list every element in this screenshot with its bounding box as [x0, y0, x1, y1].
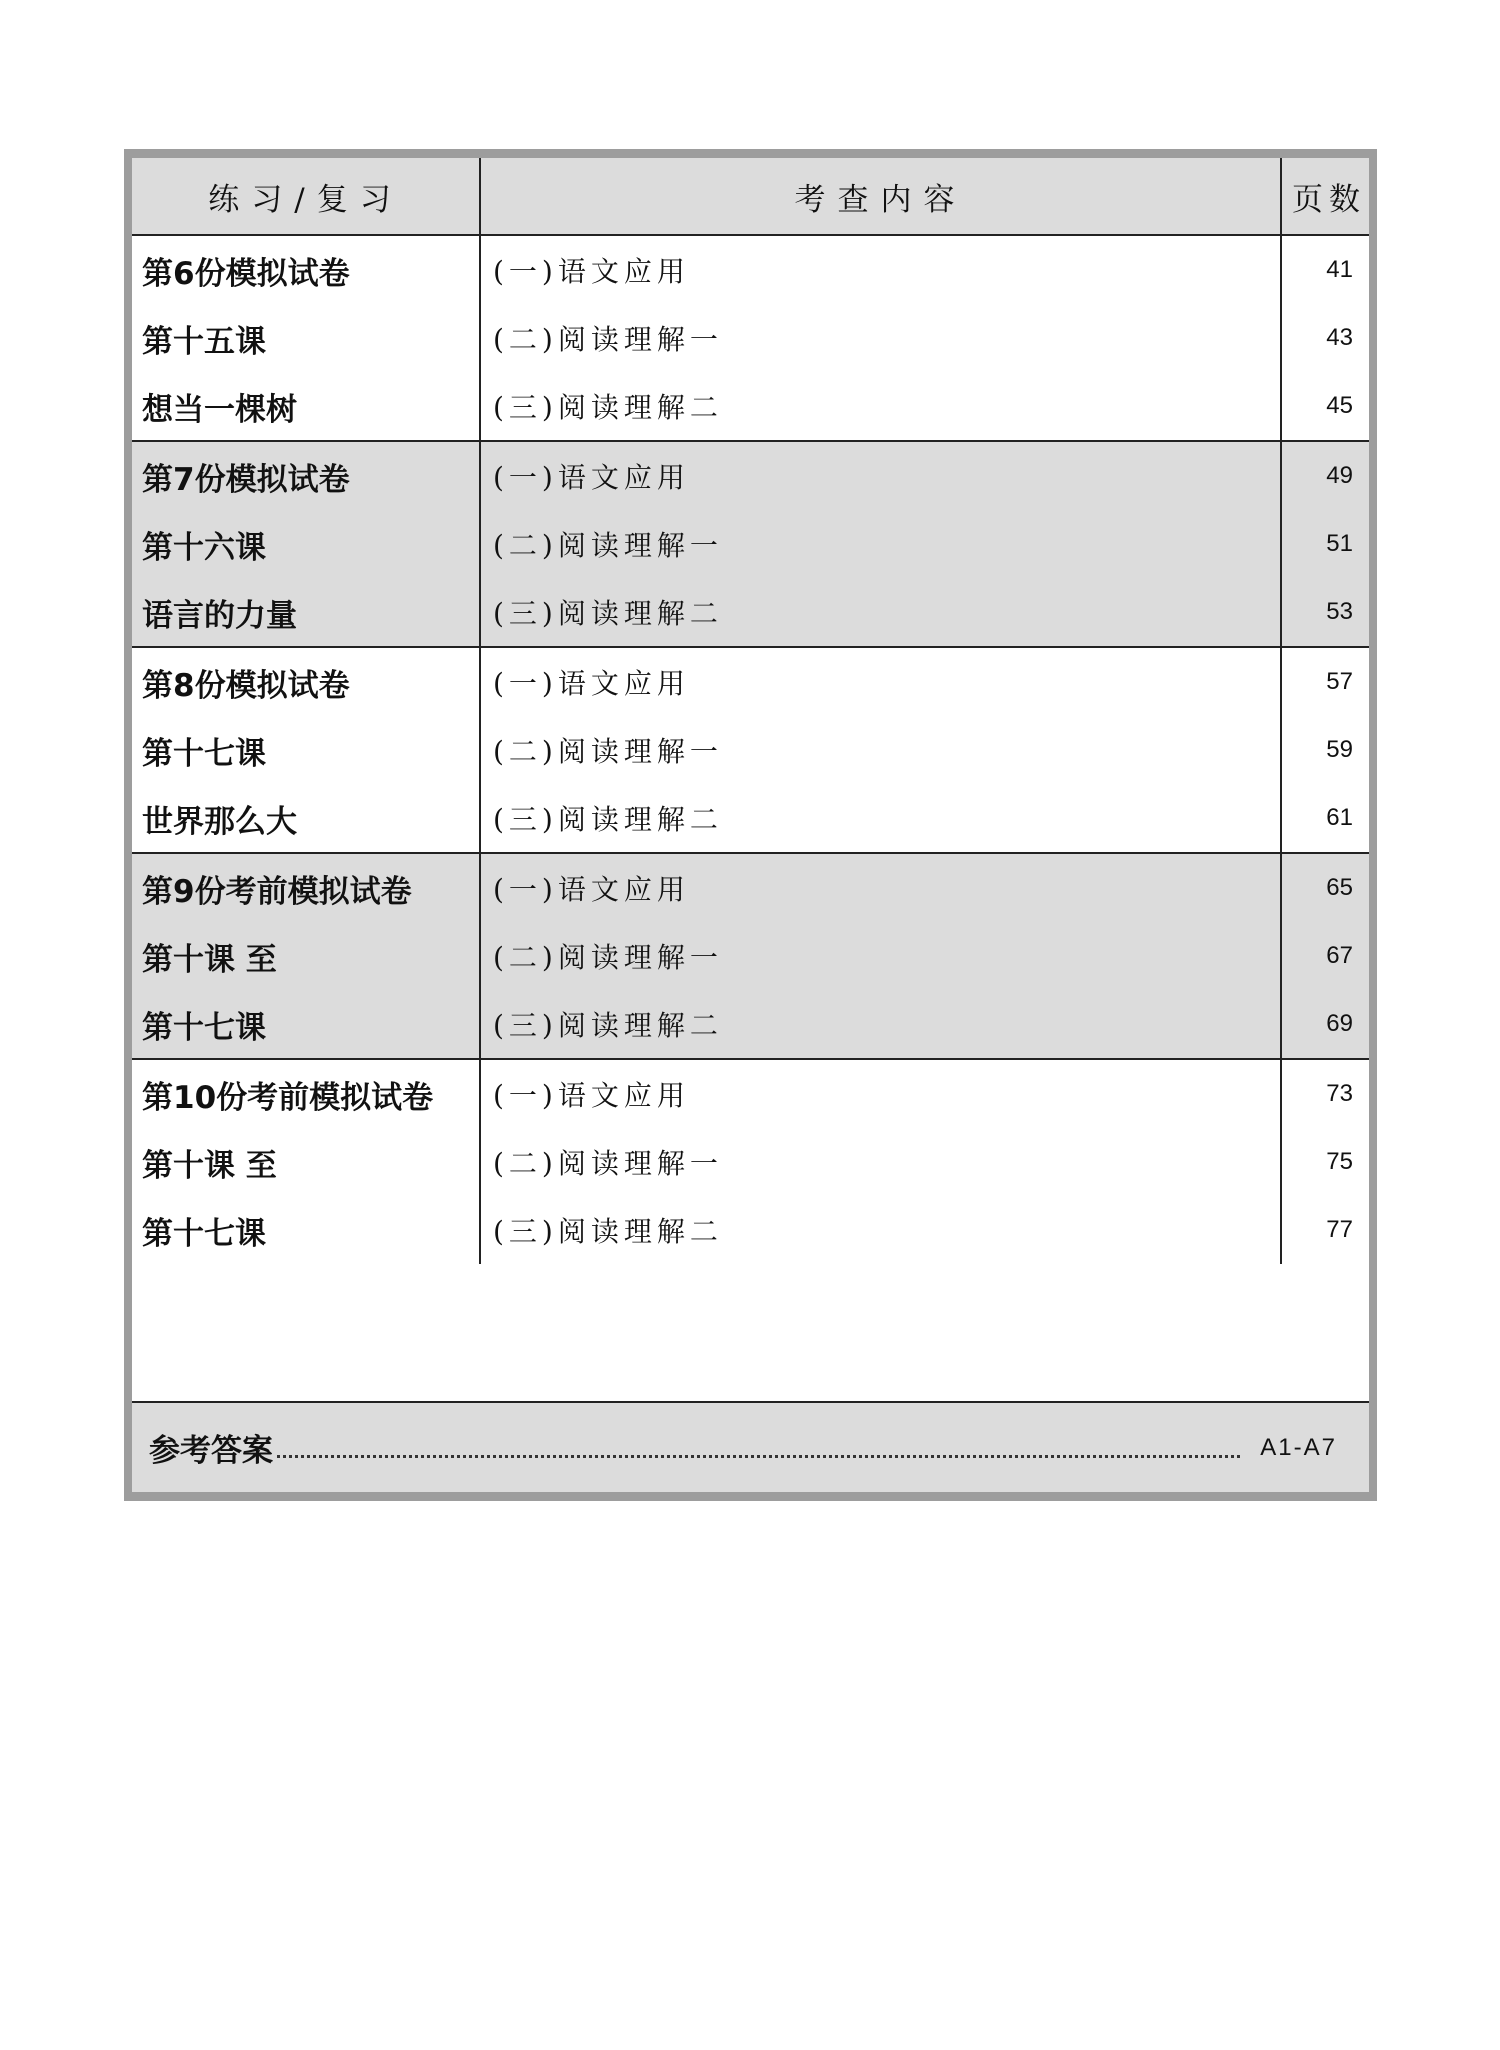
- page-number[interactable]: 59: [1326, 736, 1353, 763]
- lesson-subtitle[interactable]: 第十七课: [142, 1215, 266, 1252]
- page-number[interactable]: 73: [1326, 1080, 1353, 1107]
- page-cell: [1281, 647, 1369, 853]
- page-number[interactable]: 61: [1326, 804, 1353, 831]
- content-item[interactable]: (三)阅读理解二: [493, 803, 723, 836]
- content-item[interactable]: (二)阅读理解一: [493, 1147, 723, 1180]
- page-number[interactable]: 57: [1326, 668, 1353, 695]
- lesson-subtitle[interactable]: 语言的力量: [142, 597, 297, 634]
- table-row: [132, 441, 1369, 647]
- toc-group: [132, 1059, 1369, 1264]
- header-pages: 页数: [1281, 158, 1369, 235]
- content-item[interactable]: (三)阅读理解二: [493, 1009, 723, 1042]
- lesson-subtitle[interactable]: 世界那么大: [142, 803, 297, 840]
- title-cell: [132, 1059, 480, 1264]
- page-number[interactable]: 45: [1326, 392, 1353, 419]
- content-item[interactable]: (三)阅读理解二: [493, 597, 723, 630]
- toc-group: [132, 235, 1369, 441]
- header-row: [132, 158, 1369, 235]
- title-cell: [132, 853, 480, 1059]
- content-cell: [480, 853, 1281, 1059]
- content-item[interactable]: (一)语文应用: [493, 667, 690, 700]
- toc-group: [132, 853, 1369, 1059]
- answer-key-pages: A1-A7: [1260, 1433, 1337, 1461]
- page-cell: [1281, 1059, 1369, 1264]
- table-row: [132, 235, 1369, 441]
- content-item[interactable]: (二)阅读理解一: [493, 529, 723, 562]
- content-item[interactable]: (二)阅读理解一: [493, 735, 723, 768]
- lesson-subtitle[interactable]: 想当一棵树: [142, 391, 297, 428]
- page-number[interactable]: 43: [1326, 324, 1353, 351]
- lesson-title[interactable]: 第十五课: [142, 323, 266, 360]
- table-row: [132, 853, 1369, 1059]
- page-number[interactable]: 53: [1326, 598, 1353, 625]
- group-title[interactable]: 第7份模拟试卷: [142, 461, 350, 498]
- answer-key-row[interactable]: [132, 1401, 1369, 1492]
- answer-key-label: 参考答案: [149, 1433, 273, 1469]
- page-number[interactable]: 77: [1326, 1216, 1353, 1243]
- content-item[interactable]: (一)语文应用: [493, 873, 690, 906]
- lesson-title[interactable]: 第十课 至: [142, 1147, 277, 1184]
- table-row: [132, 647, 1369, 853]
- header-exercise: 练习/复习: [132, 158, 480, 235]
- lesson-title[interactable]: 第十六课: [142, 529, 266, 566]
- contents-table: [132, 158, 1369, 1264]
- title-cell: [132, 235, 480, 441]
- table-of-contents-frame: [124, 149, 1377, 1501]
- page-cell: [1281, 235, 1369, 441]
- title-cell: [132, 441, 480, 647]
- content-item[interactable]: (一)语文应用: [493, 1079, 690, 1112]
- dot-leader: [277, 1455, 1240, 1458]
- page-number[interactable]: 69: [1326, 1010, 1353, 1037]
- content-cell: [480, 235, 1281, 441]
- toc-group: [132, 647, 1369, 853]
- content-item[interactable]: (二)阅读理解一: [493, 941, 723, 974]
- page-number[interactable]: 75: [1326, 1148, 1353, 1175]
- content-item[interactable]: (三)阅读理解二: [493, 391, 723, 424]
- lesson-title[interactable]: 第十课 至: [142, 941, 277, 978]
- page-number[interactable]: 67: [1326, 942, 1353, 969]
- page-number[interactable]: 65: [1326, 874, 1353, 901]
- content-item[interactable]: (一)语文应用: [493, 255, 690, 288]
- group-title[interactable]: 第10份考前模拟试卷: [142, 1079, 434, 1116]
- lesson-title[interactable]: 第十七课: [142, 735, 266, 772]
- header-content: 考查内容: [480, 158, 1281, 235]
- group-title[interactable]: 第6份模拟试卷: [142, 255, 350, 292]
- content-cell: [480, 647, 1281, 853]
- content-item[interactable]: (三)阅读理解二: [493, 1215, 723, 1248]
- content-cell: [480, 1059, 1281, 1264]
- table-of-contents: [132, 158, 1369, 1492]
- toc-group: [132, 441, 1369, 647]
- page-number[interactable]: 51: [1326, 530, 1353, 557]
- table-row: [132, 1059, 1369, 1264]
- group-title[interactable]: 第8份模拟试卷: [142, 667, 350, 704]
- page-cell: [1281, 441, 1369, 647]
- page-cell: [1281, 853, 1369, 1059]
- title-cell: [132, 647, 480, 853]
- group-title[interactable]: 第9份考前模拟试卷: [142, 873, 412, 910]
- content-item[interactable]: (二)阅读理解一: [493, 323, 723, 356]
- page-number[interactable]: 41: [1326, 256, 1353, 283]
- lesson-subtitle[interactable]: 第十七课: [142, 1009, 266, 1046]
- page-number[interactable]: 49: [1326, 462, 1353, 489]
- content-item[interactable]: (一)语文应用: [493, 461, 690, 494]
- content-cell: [480, 441, 1281, 647]
